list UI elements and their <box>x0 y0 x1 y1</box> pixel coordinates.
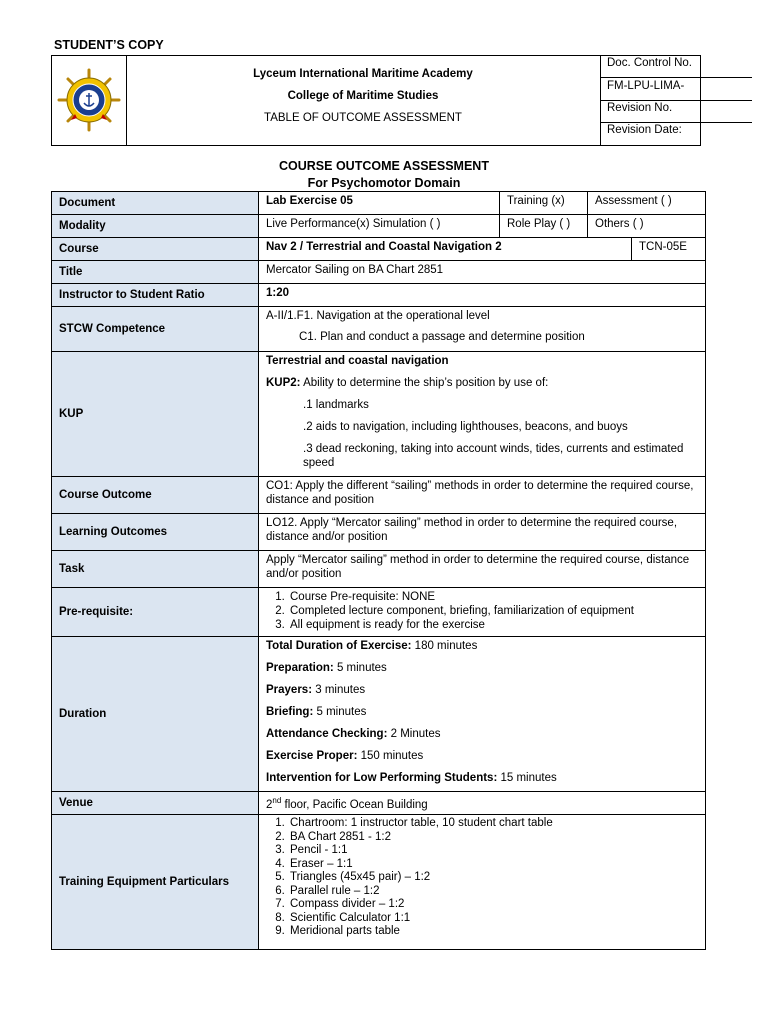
duration-item <box>266 749 698 763</box>
others-option: Others ( ) <box>588 215 706 238</box>
modality-value: Live Performance(x) Simulation ( ) <box>259 215 500 238</box>
ratio-value: 1:20 <box>259 284 706 307</box>
equipment-item: 7. Compass divider – 1:2 <box>288 898 698 912</box>
doc-control-label: Doc. Control No. <box>600 56 752 78</box>
duration-label: Duration <box>52 637 259 792</box>
duration-val: 15 minutes <box>497 772 557 784</box>
course-code: TCN-05E <box>632 238 706 261</box>
duration-key: Briefing: <box>266 706 314 718</box>
row-kup <box>52 352 706 477</box>
assessment-table <box>51 191 706 950</box>
training-option: Training (x) <box>500 192 588 215</box>
equipment-item: 1. Chartroom: 1 instructor table, 10 student chart table <box>288 817 698 831</box>
stcw-line2: C1. Plan and conduct a passage and determine position <box>299 331 585 343</box>
equipment-item: 8. Scientific Calculator 1:1 <box>288 912 698 926</box>
equipment-item: 5. Triangles (45x45 pair) – 1:2 <box>288 871 698 885</box>
header-center <box>126 56 601 145</box>
course-label: Course <box>52 238 259 261</box>
academy-seal-logo <box>52 56 126 145</box>
prerequisite-item: 1. Course Pre-requisite: NONE <box>288 590 698 604</box>
row-stcw <box>52 307 706 352</box>
kup2-text: Ability to determine the ship’s position by use of: <box>300 377 549 389</box>
row-prerequisite <box>52 588 706 637</box>
kup2-key: KUP2: <box>266 377 301 389</box>
equipment-item: 6. Parallel rule – 1:2 <box>288 885 698 899</box>
duration-item <box>266 727 698 741</box>
duration-val: 180 minutes <box>411 640 478 652</box>
equipment-item: 9. Meridional parts table <box>288 925 698 939</box>
equipment-list <box>266 817 698 939</box>
learning-outcomes-label: Learning Outcomes <box>52 514 259 551</box>
revision-no-label: Revision No. <box>600 101 752 123</box>
revision-date-label: Revision Date: <box>607 124 682 136</box>
duration-key: Prayers: <box>266 684 313 696</box>
equipment-value <box>259 815 706 950</box>
duration-key: Total Duration of Exercise: <box>266 640 412 652</box>
logo-cell <box>52 56 127 145</box>
modality-label: Modality <box>52 215 259 238</box>
duration-item <box>266 661 698 675</box>
duration-key: Attendance Checking: <box>266 728 388 740</box>
prerequisite-label: Pre-requisite: <box>52 588 259 637</box>
task-value: Apply “Mercator sailing” method in order to determine the required course, distance and/or position <box>259 551 706 588</box>
row-task <box>52 551 706 588</box>
row-duration <box>52 637 706 792</box>
duration-key: Exercise Proper: <box>266 750 358 762</box>
equipment-item: 4. Eraser – 1:1 <box>288 858 698 872</box>
ratio-label: Instructor to Student Ratio <box>52 284 259 307</box>
title-label: Title <box>52 261 259 284</box>
duration-key: Preparation: <box>266 662 334 674</box>
venue-value <box>259 792 706 815</box>
row-course <box>52 238 706 261</box>
equipment-item: 3. Pencil - 1:1 <box>288 844 698 858</box>
role-play-option: Role Play ( ) <box>500 215 588 238</box>
duration-val: 150 minutes <box>357 750 424 762</box>
row-venue <box>52 792 706 815</box>
kup2-line <box>266 376 698 390</box>
prerequisite-item: 2. Completed lecture component, briefing, familiarization of equipment <box>288 604 698 618</box>
learning-outcomes-value: LO12. Apply “Mercator sailing” method in order to determine the required course, distance and/or position <box>259 514 706 551</box>
duration-item <box>266 639 698 653</box>
venue-label: Venue <box>52 792 259 815</box>
prerequisite-value <box>259 588 706 637</box>
duration-item <box>266 705 698 719</box>
duration-value <box>259 637 706 792</box>
kup-item-1: .1 landmarks <box>303 399 369 411</box>
row-learning-outcomes <box>52 514 706 551</box>
row-modality <box>52 215 706 238</box>
title-value: Mercator Sailing on BA Chart 2851 <box>259 261 706 284</box>
duration-item <box>266 683 698 697</box>
prerequisite-list <box>266 590 698 632</box>
venue-text: floor, Pacific Ocean Building <box>281 798 428 811</box>
kup-item-3: .3 dead reckoning, taking into account winds, tides, currents and estimated speed <box>303 443 684 469</box>
kup-item-2: .2 aids to navigation, including lighthouses, beacons, and buoys <box>303 421 628 433</box>
psychomotor-domain-subtitle: For Psychomotor Domain <box>307 176 461 190</box>
duration-val: 5 minutes <box>333 662 387 674</box>
doc-control-value: FM-LPU-LIMA- <box>600 78 752 101</box>
stcw-value <box>259 307 706 352</box>
row-document <box>52 192 706 215</box>
duration-val: 5 minutes <box>313 706 367 718</box>
document-header <box>51 55 701 146</box>
venue-floor-number: 2 <box>266 798 273 811</box>
institution-name: Lyceum International Maritime Academy <box>253 68 473 80</box>
stcw-label: STCW Competence <box>52 307 259 352</box>
document-label: Document <box>52 192 259 215</box>
duration-key: Intervention for Low Performing Students: <box>266 772 498 784</box>
doc-title: TABLE OF OUTCOME ASSESSMENT <box>264 112 462 124</box>
kup-heading: Terrestrial and coastal navigation <box>266 355 449 367</box>
duration-val: 3 minutes <box>312 684 366 696</box>
row-title <box>52 261 706 284</box>
course-outcome-label: Course Outcome <box>52 477 259 514</box>
equipment-item: 2. BA Chart 2851 - 1:2 <box>288 831 698 845</box>
stcw-line1: A-II/1.F1. Navigation at the operational level <box>266 310 490 322</box>
assessment-option: Assessment ( ) <box>588 192 706 215</box>
students-copy-label: STUDENT’S COPY <box>54 38 164 52</box>
college-name: College of Maritime Studies <box>287 90 439 102</box>
duration-val: 2 Minutes <box>387 728 441 740</box>
document-value: Lab Exercise 05 <box>259 192 500 215</box>
task-label: Task <box>52 551 259 588</box>
duration-item <box>266 771 698 785</box>
row-course-outcome <box>52 477 706 514</box>
row-ratio <box>52 284 706 307</box>
kup-value <box>259 352 706 477</box>
kup-label: KUP <box>52 352 259 477</box>
header-control-box <box>600 56 752 145</box>
course-value: Nav 2 / Terrestrial and Coastal Navigation 2 <box>259 238 632 261</box>
row-equipment <box>52 815 706 950</box>
prerequisite-item: 3. All equipment is ready for the exercise <box>288 618 698 632</box>
course-outcome-value: CO1: Apply the different “sailing” methods in order to determine the required course, distance and position <box>259 477 706 514</box>
equipment-label: Training Equipment Particulars <box>52 815 259 950</box>
course-outcome-assessment-title: COURSE OUTCOME ASSESSMENT <box>279 159 489 173</box>
venue-floor-suffix: nd <box>272 796 282 805</box>
